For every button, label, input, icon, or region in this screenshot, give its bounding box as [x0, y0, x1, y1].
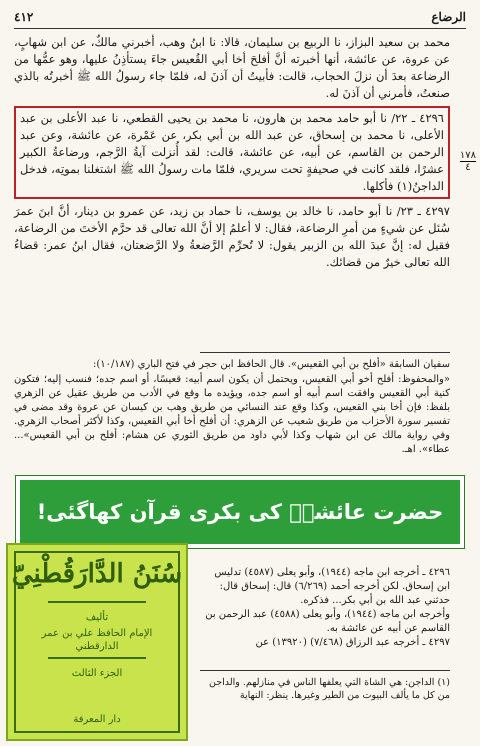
cover-line: تأليف [85, 612, 109, 623]
cover-publisher: دار المعرفة [73, 714, 121, 725]
footnote-separator [200, 352, 450, 353]
footnote-line: وأخرجه ابن ماجه (١٩٤٤)، وأبو يعلى (٤٥٨٨) عبد الرحمن بن القاسم عن أبيه عن عائشة به. [205, 609, 450, 634]
cover-author: الإمام الحافظ علي بن عمر الدارقطني [41, 628, 153, 652]
paragraph-4297: ٤٢٩٧ ـ ٢٣/ نا أبو حامد، نا خالد بن يوسف، نا حماد بن زيد، عن عمرو بن دينار، أنَّ ابنَ عمرَ سُئل عن شيءٍ من أمرِ الرضاعة، فقال: لا أعلمُ إلا أنَّ الله تعالى قد حرَّم الأختَ من الرضاعة، فقيل له: إنَّ عبدَ الله بن الزبير يقول: لا تُحرِّم الرَّضعةُ ولا الرَّضعتان، فقال ابنُ عمر: قضاءُ الله تعالى خيرٌ من قضائك. [14, 204, 450, 269]
banner-text: حضرت عائشہؓ کی بکری قرآن کھاگئی! [36, 500, 444, 524]
page-number: ٤١٢ [14, 10, 34, 24]
paragraph-4295: محمد بن سعيد البزاز، نا الربيع بن سليمان، قالا: نا ابنُ وهب، أخبرني مالكٌ، عن ابن شهابٍ، عن عروة، عن عائشة، أنها أخبرته أنَّ أفلحَ أخا أبي القُعيس جاءَ يستأذِنُ عليها، وهو عمُّها من الرضاعة بعدَ أن نزلَ الحجاب، قالت: فأبيتُ أن آذنَ له، فلمّا جاء رسولُ الله ﷺ أخبرتُه بالذي صنعتُ، فأمرني أن آذنَ له. [14, 35, 450, 100]
cover-volume: الجزء الثالث [71, 668, 123, 679]
margin-page-number: ١٧٨ [459, 150, 476, 161]
footnote-line: ٤٢٩٧ ـ أخرجه عبد الرزاق (٧/٤٦٨) (١٣٩٢٠) عن [255, 637, 450, 648]
chapter-title: الرضاع [431, 10, 466, 24]
margin-volume-number: ٤ [460, 161, 476, 173]
footnote-separator [200, 670, 450, 671]
caption-banner [16, 476, 464, 548]
footnote-line: «والمحفوظ: أفلح أخو أبي القعيس، ويحتمل أن يكون اسم أبيه: قعيسًا، أو اسم جده؛ فنسب إليه؛ فتكون كنية أبي القعيس وافقت اسم أبيه أو اسم جده، ويؤيده ما وقع في الأدب من طريق عقيل عن الزهري بلفظ: فإن أخا بني القعيس، وكذا وقع عند النسائي من طريق وهب بن كيسان عن عروة وقد مضى في تفسير سورة الأحزاب من طريق شعيب عن الزهري: أن أفلح أخا أبي القعيس، وكذا لأكثر أصحاب الزهري. وفي رواية مالك عن ابن شهاب وكذا لأبي داود من طريق الثوري عن هشام: أفلح بن أبي القعيس»... عطاء». اهـ. [14, 374, 450, 455]
book-cover [6, 543, 188, 741]
cover-divider [48, 657, 146, 659]
footnotes-lower [200, 566, 450, 650]
footnote-line: سفيان السابقة «أفلح بن أبي القعيس». قال الحافظ ابن حجر في فتح الباري (١٠/١٨٧): [92, 359, 450, 370]
margin-note [460, 150, 476, 173]
paragraph-4296: ٤٢٩٦ ـ ٢٢/ نا أبو حامد محمد بن هارون، نا محمد بن يحيى القطعي، نا عبد الأعلى بن عبد الأعلى، نا محمد بن إسحاق، عن عبد الله بن أبي بكر، عن عَمْرة، عن عائشة، وعن عبد الرحمن بن القاسم، عن أبيه، عن عائشة، قالت: لقد أُنزلت آيةُ الرَّجم، ورضاعةُ الكبير عشرًا، فلقد كانت في صحيفةٍ تحت سريري، فلمّا مات رسولُ الله ﷺ اشتغلنا بموتِه، فدخل الداجنُ(١) فأكلها. [20, 111, 444, 193]
highlighted-hadith-box [14, 106, 450, 199]
footnote-line: ٤٢٩٦ ـ أخرجه ابن ماجه (١٩٤٤)، وأبو يعلى (٤٥٨٧) تدليس ابن إسحاق. لكن أخرجه أحمد (٦/٢٦٩) قال: إسحاق قال: حدثني عبد الله بن أبي بكر... فذكره. [214, 567, 450, 606]
footnote-definition: (١) الداجن: هي الشاة التي يعلفها الناس في منازلهم. والداجن من كل ما يألف البيوت من الطير وغيرها. ينظر: النهاية [208, 677, 450, 701]
main-text [14, 34, 450, 271]
cover-divider [48, 601, 146, 603]
cover-title: سُنَنُ الدَّارَقُطْنِيّ [11, 559, 183, 589]
page-header [14, 6, 466, 29]
footnotes-upper [14, 358, 450, 458]
